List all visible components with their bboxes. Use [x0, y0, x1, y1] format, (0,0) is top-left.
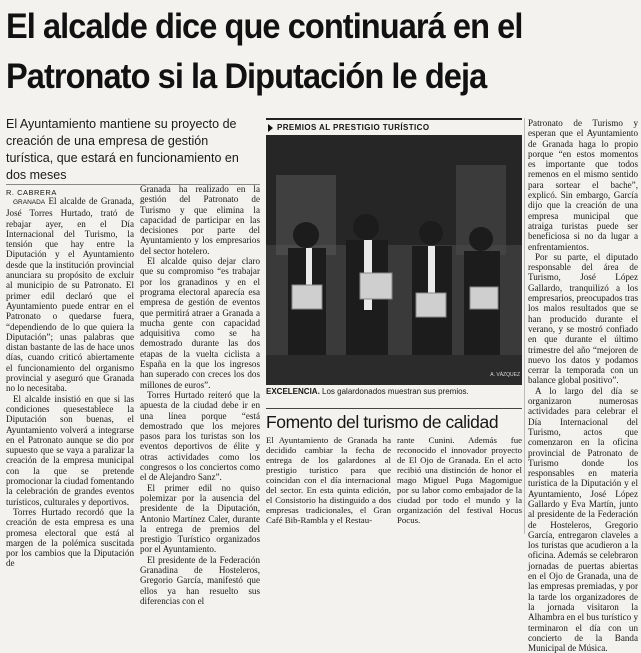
column-divider: [524, 118, 525, 534]
paragraph: Granada ha realizado en la gestión del Patronato de Turismo y que elimina la capacidad de participar en las decisiones por parte del Ayuntamiento y los empresarios del sector hotelero.: [140, 184, 260, 256]
paragraph: El alcalde de Granada, José Torres Hurtado, trató de rebajar ayer, en el Día Internacional del Turismo, la tensión que hay entre la Diputación y el Ayuntamiento desde que la institución provincial anunciara su propósito de excluir al municipio de su Patronato. El primer edil declaró que el Ayuntamiento puede entrar en el Patronato o quedarse fuera, “dependiendo de lo que quiera la Diputación”; unas palabras que distan bastante de las de hace unos días, cuando criticó abiertamente el funcionamiento del organismo provincial y aseguró que Granada no lo necesitaba.: [6, 196, 134, 394]
paragraph: El alcalde insistió en que si las condiciones quesestablece la Diputación son buenas, el Ayuntamiento volverá a integrarse en el Patronato aunque se dio por supuesto que se vaya a paralizar la creación de la empresa municipal con la que se pretende promocionar la ciudad fomentando la celebración de grandes eventos turísticos, culturales y deportivos.: [6, 393, 134, 507]
article-column-1: [6, 196, 134, 569]
sidebar-column-2: rante Cunini. Además fue reconocido el innovador proyecto de El Ojo de Granada. En el acto recibió una distinción de honor el mago Miguel Puga Magomigue por su labor como embajador de la ciudad por todo el mundo y la organización del festival Hocus Pocus.: [397, 435, 522, 525]
photo-caption: EXCELENCIA. Los galardonados muestran sus premios.: [266, 387, 469, 396]
paragraph: El alcalde quiso dejar claro que su compromiso “es trabajar por los granadinos y en el programa electoral aparecía esa empresa de gestión de eventos que permitirá atraer a Granada a mucha gente con capacidad adquisitiva como se ha demostrado durante las dos etapas de la vuelta ciclista a España en la que los ingresos han superado con creces los dos millones de euros”.: [140, 256, 260, 390]
article-column-2: [140, 184, 260, 606]
byline: R. CABRERA: [6, 184, 260, 197]
deck-subtitle: El Ayuntamiento mantiene su proyecto de creación de una empresa de gestión turística, que estará en funcionamiento en dos meses: [6, 117, 239, 182]
headline: El alcalde dice que continuará en el Patronato si la Diputación le deja: [6, 7, 523, 96]
paragraph: A lo largo del día se organizaron numerosas actividades para celebrar el Día Internacional del Turismo, actos que comenzaron en la oficina provincial de Patronato de Turismo donde los responsables en materia turística de la Diputación y el Ayuntamiento, José López Gallardo y Eva Martín, junto al presidente de la Federación de Hosteleros, Gregorio García, entregaron claveles a los turistas que acudieron a la oficina. Además se celebraron jornadas de puertas abiertas en el Ojo de Granada, una de las empresas premiadas, y por la tarde los organizadores de la jornada visitaron la Alhambra en el bus turístico y terminaron el día con un concierto de la Banda Municipal de Música.: [528, 385, 638, 653]
paragraph: Torres Hurtado reiteró que la apuesta de la ciudad debe ir en una línea porque “está demostrado que los mejores pasos para los turistas son los eventos deportivos de élite y otras actividades como los congresos o los conciertos como el de Alejandro Sanz”.: [140, 389, 260, 483]
paragraph: El primer edil no quiso polemizar por la ausencia del presidente de la Diputación, Antonio Martínez Caler, durante la entrega de premios del prestigio Turístico organizados por el Ayuntamiento.: [140, 482, 260, 555]
article-column-4: [528, 118, 638, 653]
sidebar-title: Fomento del turismo de calidad: [266, 412, 499, 432]
photo-label: PREMIOS AL PRESTIGIO TURÍSTICO: [266, 120, 522, 135]
sidebar-column-1: El Ayuntamiento de Granada ha decidido cambiar la fecha de entrega de los galardones al prestigio turístico para que coincidan con el día internacional del sector. En esta quinta edición, el Consistorio ha distinguido a dos empresas tradicionales, el Gran Café Bib-Rambla y el Restau-: [266, 435, 391, 525]
dateline: GRANADA: [13, 199, 46, 206]
photo-credit: A. VÁZQUEZ: [490, 372, 520, 378]
paragraph: Torres Hurtado recordó que la creación de esta empresa es una promesa electoral que está al margen de la polémica suscitada por los cambios que la Diputación de: [6, 506, 134, 569]
award-photo: [266, 135, 522, 385]
sidebar-box: [266, 408, 522, 535]
paragraph: El presidente de la Federación Granadina de Hosteleros, Gregorio García, manifestó que ellos ya han resuelto sus diferencias con el: [140, 554, 260, 606]
paragraph: Patronato de Turismo y esperan que el Ayuntamiento de Granada haga lo propio porque “en estos momentos es importante que todos remenos en el mismo sentido para sortear el bache”, explicó. Sin embargo, García dijo que la creación de una empresa municipal que atraiga turistas puede ser beneficiosa si no da lugar a enfrentamientos.: [528, 118, 638, 252]
photo-box: [266, 118, 522, 406]
arrow-icon: [268, 124, 273, 132]
paragraph: Por su parte, el diputado responsable del área de Turismo, José López Gallardo, tranquilizó a los empresarios, preocupados tras los malos resultados que se han producido durante el verano, y se mostró confiado en que durante el último trimestre del año “mejoren de nuevo los datos y podamos cerrar la temporada con un balance global positivo”.: [528, 251, 638, 386]
